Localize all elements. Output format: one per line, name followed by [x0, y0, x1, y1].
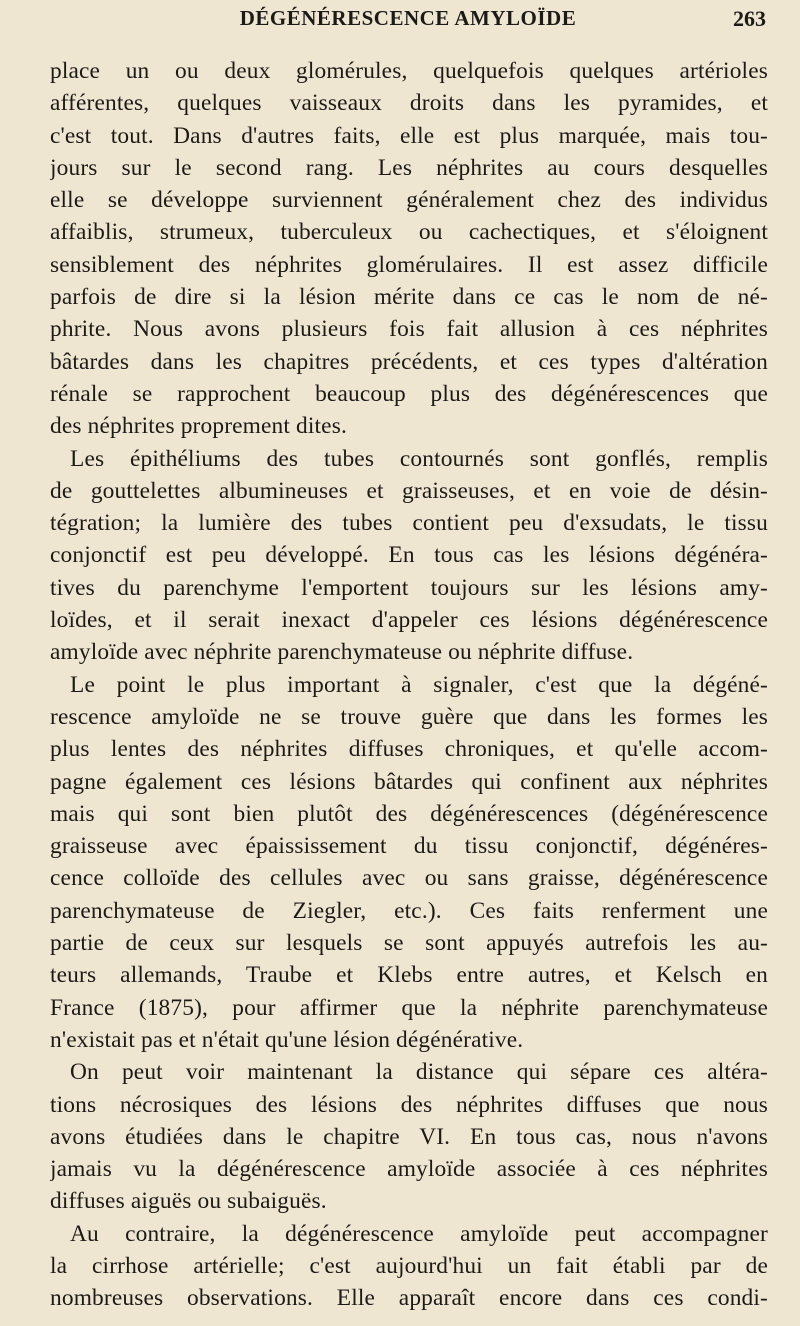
page-number: 263	[733, 6, 766, 31]
text-line: plus lentes des néphrites diffuses chroniques, et qu'elle accom-	[50, 736, 768, 763]
text-line: nombreuses observations. Elle apparaît encore dans ces condi-	[50, 1285, 768, 1312]
text-line: n'existait pas et n'était qu'une lésion dégénérative.	[50, 1026, 524, 1053]
page-header	[50, 6, 766, 40]
text-line: tions nécrosiques des lésions des néphrites diffuses que nous	[50, 1091, 768, 1118]
text-line: la cirrhose artérielle; c'est aujourd'hui un fait établi par de	[50, 1252, 768, 1279]
text-line: place un ou deux glomérules, quelquefois quelques artérioles	[50, 58, 768, 84]
body-text	[50, 55, 768, 1315]
text-line: graisseuse avec épaississement du tissu conjonctif, dégénéres-	[50, 833, 768, 860]
text-line: avons étudiées dans le chapitre VI. En tous cas, nous n'avons	[50, 1123, 768, 1150]
text-line: France (1875), pour affirmer que la néphrite parenchymateuse	[50, 994, 768, 1021]
text-line: conjonctif est peu développé. En tous cas les lésions dégénéra-	[50, 542, 768, 569]
text-line: parenchymateuse de Ziegler, etc.). Ces faits renferment une	[50, 897, 768, 924]
text-line: rescence amyloïde ne se trouve guère que dans les formes les	[50, 703, 768, 730]
running-title: DÉGÉNÉRESCENCE AMYLOÏDE	[239, 6, 577, 30]
text-line: On peut voir maintenant la distance qui sépare ces altéra-	[70, 1059, 768, 1086]
text-line: jours sur le second rang. Les néphrites au cours desquelles	[50, 154, 768, 181]
text-line: mais qui sont bien plutôt des dégénérescences (dégénérescence	[50, 800, 768, 827]
text-line: affaiblis, strumeux, tuberculeux ou cachectiques, et s'éloignent	[50, 219, 768, 246]
text-line: des néphrites proprement dites.	[50, 413, 347, 440]
text-line: Les épithéliums des tubes contournés sont gonflés, remplis	[70, 445, 768, 472]
text-line: partie de ceux sur lesquels se sont appuyés autrefois les au-	[50, 930, 768, 957]
text-line: elle se développe surviennent généralement chez des individus	[50, 187, 768, 214]
text-line: loïdes, et il serait inexact d'appeler ces lésions dégénérescence	[50, 607, 768, 634]
text-line: parfois de dire si la lésion mérite dans ce cas le nom de né-	[50, 284, 768, 311]
text-line: diffuses aiguës ou subaiguës.	[50, 1188, 327, 1215]
text-line: de gouttelettes albumineuses et graisseuses, et en voie de désin-	[50, 477, 768, 504]
text-line: jamais vu la dégénérescence amyloïde associée à ces néphrites	[50, 1156, 768, 1183]
text-line: Le point le plus important à signaler, c'est que la dégéné-	[70, 671, 768, 698]
text-line: bâtardes dans les chapitres précédents, et ces types d'altération	[50, 348, 768, 375]
text-line: c'est tout. Dans d'autres faits, elle est plus marquée, mais tou-	[50, 122, 768, 149]
text-line: amyloïde avec néphrite parenchymateuse ou néphrite diffuse.	[50, 639, 634, 666]
text-line: cence colloïde des cellules avec ou sans graisse, dégénérescence	[50, 865, 768, 892]
text-line: tégration; la lumière des tubes contient peu d'exsudats, le tissu	[50, 510, 768, 537]
text-line: rénale se rapprochent beaucoup plus des dégénérescences que	[50, 380, 768, 407]
text-line: teurs allemands, Traube et Klebs entre autres, et Kelsch en	[50, 962, 768, 989]
text-line: afférentes, quelques vaisseaux droits dans les pyramides, et	[50, 90, 768, 117]
text-line: sensiblement des néphrites glomérulaires. Il est assez difficile	[50, 251, 768, 278]
text-line: tives du parenchyme l'emportent toujours sur les lésions amy-	[50, 574, 768, 601]
text-line: Au contraire, la dégénérescence amyloïde peut accompagner	[70, 1220, 768, 1247]
text-line: phrite. Nous avons plusieurs fois fait allusion à ces néphrites	[50, 316, 768, 343]
text-line: pagne également ces lésions bâtardes qui confinent aux néphrites	[50, 768, 768, 795]
